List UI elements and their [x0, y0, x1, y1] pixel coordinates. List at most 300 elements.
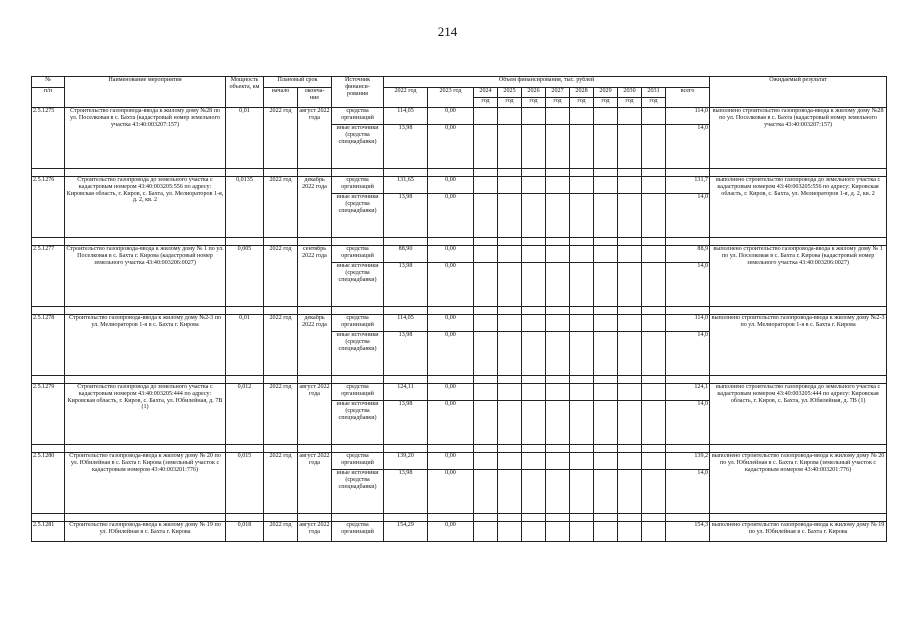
empty-cell	[546, 194, 570, 238]
row-power: 0,005	[226, 246, 264, 307]
row-value-2022: 13,98	[384, 470, 428, 514]
empty-cell	[298, 376, 332, 384]
header-god: год	[522, 98, 546, 108]
empty-cell	[226, 445, 264, 453]
row-end: сентябрь 2022 года	[298, 246, 332, 307]
empty-cell	[474, 246, 498, 263]
empty-cell	[264, 514, 298, 522]
row-value-2022: 154,29	[384, 522, 428, 542]
row-value-2023: 0,00	[428, 177, 474, 194]
empty-cell	[498, 315, 522, 332]
empty-cell	[642, 376, 666, 384]
empty-cell	[474, 169, 498, 177]
empty-cell	[498, 514, 522, 522]
empty-cell	[226, 514, 264, 522]
empty-cell	[618, 307, 642, 315]
empty-cell	[498, 307, 522, 315]
empty-cell	[498, 522, 522, 542]
empty-cell	[546, 125, 570, 169]
row-start: 2022 год	[264, 453, 298, 514]
row-value-2022: 114,05	[384, 108, 428, 125]
row-result: выполнено строительство газопровода-ввода к жилому дому № 1 по ул. Поселковая в с. Бахта г. Кирова (кадастровый номер земельного участка 43:40:003206:0027)	[710, 246, 887, 307]
empty-cell	[618, 194, 642, 238]
row-end: август 2022 года	[298, 453, 332, 514]
row-name: Строительство газопровода-ввода к жилому дому № 20 по ул. Юбилейная в с. Бахта г. Кирова (земельный участок с кадастровым номером 43:40:003201:776)	[65, 453, 226, 514]
empty-cell	[474, 445, 498, 453]
empty-cell	[522, 514, 546, 522]
empty-cell	[642, 108, 666, 125]
empty-cell	[642, 384, 666, 401]
row-value-2022: 114,05	[384, 315, 428, 332]
empty-cell	[226, 307, 264, 315]
empty-cell	[618, 376, 642, 384]
empty-cell	[522, 453, 546, 470]
empty-cell	[618, 177, 642, 194]
empty-cell	[498, 263, 522, 307]
row-source-1: средства организаций	[332, 177, 384, 194]
empty-cell	[666, 514, 710, 522]
empty-cell	[546, 401, 570, 445]
header-text: финанси-	[345, 83, 370, 90]
empty-cell	[522, 332, 546, 376]
table-row	[32, 384, 887, 401]
header-start: начало	[264, 88, 298, 108]
empty-cell	[642, 522, 666, 542]
header-year-2024: 2024	[474, 88, 498, 98]
row-start: 2022 год	[264, 315, 298, 376]
empty-cell	[594, 522, 618, 542]
empty-cell	[570, 263, 594, 307]
row-number: 2.5.1280	[32, 453, 65, 514]
empty-cell	[710, 514, 887, 522]
empty-cell	[570, 177, 594, 194]
row-start: 2022 год	[264, 108, 298, 169]
empty-cell	[594, 307, 618, 315]
empty-cell	[642, 514, 666, 522]
empty-cell	[384, 238, 428, 246]
row-number: 2.5.1277	[32, 246, 65, 307]
empty-cell	[546, 246, 570, 263]
empty-cell	[522, 522, 546, 542]
empty-cell	[332, 514, 384, 522]
empty-cell	[498, 384, 522, 401]
row-value-2023: 0,00	[428, 332, 474, 376]
row-value-2023: 0,00	[428, 384, 474, 401]
header-god: год	[546, 98, 570, 108]
empty-cell	[428, 307, 474, 315]
empty-cell	[570, 307, 594, 315]
empty-cell	[522, 194, 546, 238]
row-value-2022: 13,98	[384, 125, 428, 169]
empty-cell	[594, 514, 618, 522]
header-year-2023: 2023 год	[428, 88, 474, 108]
empty-cell	[332, 307, 384, 315]
row-source-2: иные источники (средства спецнадбавки)	[332, 470, 384, 514]
empty-cell	[522, 401, 546, 445]
empty-cell	[594, 108, 618, 125]
empty-cell	[666, 307, 710, 315]
header-result: Ожидаемый результат	[710, 77, 887, 108]
row-value-2023: 0,00	[428, 453, 474, 470]
header-row	[32, 77, 887, 88]
empty-cell	[618, 238, 642, 246]
header-text: рования	[347, 90, 368, 97]
empty-cell	[594, 177, 618, 194]
row-total: 114,0	[666, 108, 710, 125]
empty-cell	[522, 169, 546, 177]
empty-cell	[546, 514, 570, 522]
empty-cell	[546, 315, 570, 332]
row-source-2: иные источники (средства спецнадбавки)	[332, 332, 384, 376]
empty-cell	[264, 238, 298, 246]
empty-cell	[522, 238, 546, 246]
empty-cell	[618, 453, 642, 470]
empty-cell	[298, 445, 332, 453]
row-source-1: средства организаций	[332, 315, 384, 332]
empty-cell	[498, 238, 522, 246]
empty-cell	[298, 169, 332, 177]
header-volume: Объем финансирования, тыс. рублей	[384, 77, 710, 88]
empty-cell	[642, 263, 666, 307]
empty-cell	[594, 453, 618, 470]
empty-cell	[666, 376, 710, 384]
row-value-2022: 13,98	[384, 401, 428, 445]
empty-cell	[384, 169, 428, 177]
row-total: 14,0	[666, 332, 710, 376]
empty-cell	[546, 177, 570, 194]
empty-cell	[32, 238, 65, 246]
empty-cell	[498, 194, 522, 238]
row-total: 14,0	[666, 125, 710, 169]
empty-cell	[570, 384, 594, 401]
empty-cell	[642, 246, 666, 263]
row-name: Строительство газопровода до земельного участка с кадастровым номером 43:40:003205:444 по адресу: Кировская область, г. Киров, с. Бахта, ул. Юбилейная, д. 7В (1)	[65, 384, 226, 445]
financing-table	[31, 76, 887, 542]
row-value-2023: 0,00	[428, 108, 474, 125]
page-number: 214	[437, 24, 458, 39]
gap-row	[32, 169, 887, 177]
empty-cell	[32, 169, 65, 177]
empty-cell	[570, 376, 594, 384]
gap-row	[32, 445, 887, 453]
empty-cell	[546, 169, 570, 177]
empty-cell	[65, 376, 226, 384]
empty-cell	[498, 177, 522, 194]
empty-cell	[546, 384, 570, 401]
row-number: 2.5.1278	[32, 315, 65, 376]
header-god: год	[642, 98, 666, 108]
empty-cell	[522, 307, 546, 315]
empty-cell	[498, 445, 522, 453]
header-num: №	[32, 77, 65, 88]
empty-cell	[498, 401, 522, 445]
header-total: всего	[666, 88, 710, 108]
empty-cell	[618, 445, 642, 453]
empty-cell	[428, 514, 474, 522]
table-row	[32, 453, 887, 470]
empty-cell	[474, 376, 498, 384]
row-number: 2.5.1279	[32, 384, 65, 445]
row-total: 14,0	[666, 194, 710, 238]
row-source-2: иные источники (средства спецнадбавки)	[332, 263, 384, 307]
empty-cell	[570, 315, 594, 332]
empty-cell	[226, 376, 264, 384]
row-total: 14,0	[666, 470, 710, 514]
empty-cell	[570, 246, 594, 263]
row-value-2022: 88,90	[384, 246, 428, 263]
empty-cell	[642, 453, 666, 470]
empty-cell	[474, 522, 498, 542]
empty-cell	[666, 238, 710, 246]
row-value-2022: 13,98	[384, 332, 428, 376]
header-source	[332, 77, 384, 108]
row-power: 0,012	[226, 384, 264, 445]
empty-cell	[618, 401, 642, 445]
row-value-2022: 13,98	[384, 263, 428, 307]
empty-cell	[498, 376, 522, 384]
row-name: Строительство газопровода-ввода к жилому дому № 19 по ул. Юбилейная в с. Бахта г. Кирова	[65, 522, 226, 542]
header-god: год	[474, 98, 498, 108]
empty-cell	[226, 238, 264, 246]
header-end	[298, 88, 332, 108]
empty-cell	[264, 307, 298, 315]
row-power: 0,018	[226, 522, 264, 542]
empty-cell	[65, 307, 226, 315]
empty-cell	[546, 332, 570, 376]
header-text: оконча-	[304, 88, 325, 94]
empty-cell	[594, 376, 618, 384]
empty-cell	[546, 376, 570, 384]
empty-cell	[474, 177, 498, 194]
empty-cell	[570, 522, 594, 542]
empty-cell	[710, 169, 887, 177]
empty-cell	[522, 470, 546, 514]
table-row	[32, 315, 887, 332]
row-start: 2022 год	[264, 177, 298, 238]
empty-cell	[546, 470, 570, 514]
empty-cell	[570, 238, 594, 246]
row-source-1: средства организаций	[332, 246, 384, 263]
empty-cell	[642, 194, 666, 238]
empty-cell	[570, 514, 594, 522]
empty-cell	[474, 238, 498, 246]
empty-cell	[332, 238, 384, 246]
row-end: декабрь 2022 года	[298, 177, 332, 238]
empty-cell	[498, 470, 522, 514]
row-total: 88,9	[666, 246, 710, 263]
empty-cell	[384, 376, 428, 384]
gap-row	[32, 307, 887, 315]
empty-cell	[474, 453, 498, 470]
header-text: Мощность	[230, 77, 259, 83]
row-start: 2022 год	[264, 384, 298, 445]
empty-cell	[474, 332, 498, 376]
gap-row	[32, 376, 887, 384]
empty-cell	[474, 263, 498, 307]
empty-cell	[710, 445, 887, 453]
empty-cell	[498, 108, 522, 125]
empty-cell	[594, 401, 618, 445]
row-total: 14,0	[666, 263, 710, 307]
row-value-2023: 0,00	[428, 470, 474, 514]
row-power: 0,01	[226, 315, 264, 376]
empty-cell	[642, 125, 666, 169]
empty-cell	[618, 108, 642, 125]
empty-cell	[498, 246, 522, 263]
empty-cell	[618, 522, 642, 542]
empty-cell	[546, 238, 570, 246]
gap-row	[32, 238, 887, 246]
row-number: 2.5.1275	[32, 108, 65, 169]
empty-cell	[428, 238, 474, 246]
empty-cell	[546, 307, 570, 315]
empty-cell	[546, 263, 570, 307]
row-name: Строительство газопровода-ввода к жилому дому № 1 по ул. Поселковая в с. Бахта г. Кирова (кадастровый номер земельного участка 43:40:003206:0027)	[65, 246, 226, 307]
empty-cell	[642, 470, 666, 514]
empty-cell	[474, 125, 498, 169]
empty-cell	[522, 263, 546, 307]
row-number: 2.5.1281	[32, 522, 65, 542]
row-end: август 2022 года	[298, 522, 332, 542]
empty-cell	[332, 445, 384, 453]
empty-cell	[642, 315, 666, 332]
row-value-2023: 0,00	[428, 522, 474, 542]
empty-cell	[594, 246, 618, 263]
row-result: выполнено строительство газопровода до земельного участка с кадастровым номером 43:40:003205:444 по адресу: Кировская область, г. Киров, с. Бахта, ул. Юбилейная, д. 7В (1)	[710, 384, 887, 445]
row-name: Строительство газопровода-ввода к жилому дому №2-3 по ул. Мелиораторов 1-я в с. Бахта г. Кирова	[65, 315, 226, 376]
empty-cell	[65, 514, 226, 522]
header-text: объекта, км	[229, 83, 260, 90]
empty-cell	[642, 445, 666, 453]
row-name: Строительство газопровода до земельного участка с кадастровым номером 43:40:003205:556 по адресу: Кировская область, г. Киров, с. Бахта, ул. Мелиораторов 1-я, д. 2, кв. 2	[65, 177, 226, 238]
row-start: 2022 год	[264, 246, 298, 307]
empty-cell	[522, 125, 546, 169]
empty-cell	[642, 238, 666, 246]
row-total: 139,2	[666, 453, 710, 470]
row-result: выполнено строительство газопровода до земельного участка с кадастровым номером 43:40:003205:556 по адресу: Кировская область, г. Киров, с. Бахта, ул. Мелиораторов 1-я, д. 2, кв. 2	[710, 177, 887, 238]
empty-cell	[474, 384, 498, 401]
empty-cell	[522, 108, 546, 125]
table-row	[32, 177, 887, 194]
empty-cell	[594, 445, 618, 453]
empty-cell	[570, 169, 594, 177]
header-text: ние	[309, 94, 320, 101]
empty-cell	[618, 315, 642, 332]
table-row	[32, 246, 887, 263]
empty-cell	[474, 307, 498, 315]
empty-cell	[546, 445, 570, 453]
empty-cell	[474, 315, 498, 332]
empty-cell	[474, 108, 498, 125]
empty-cell	[546, 453, 570, 470]
row-value-2022: 13,98	[384, 194, 428, 238]
empty-cell	[594, 194, 618, 238]
table-row	[32, 522, 887, 542]
gap-row	[32, 514, 887, 522]
empty-cell	[498, 453, 522, 470]
empty-cell	[32, 445, 65, 453]
empty-cell	[570, 445, 594, 453]
row-value-2022: 139,20	[384, 453, 428, 470]
header-year-2028: 2028	[570, 88, 594, 98]
header-year-2027: 2027	[546, 88, 570, 98]
empty-cell	[594, 125, 618, 169]
row-total: 124,1	[666, 384, 710, 401]
empty-cell	[428, 376, 474, 384]
row-source-2: иные источники (средства спецнадбавки)	[332, 194, 384, 238]
empty-cell	[384, 307, 428, 315]
empty-cell	[666, 445, 710, 453]
header-year-2030: 2030	[618, 88, 642, 98]
empty-cell	[428, 169, 474, 177]
empty-cell	[298, 307, 332, 315]
empty-cell	[474, 194, 498, 238]
row-result: выполнено строительство газопровода-ввода к жилому дому № 19 по ул. Юбилейная в с. Бахта г. Кирова	[710, 522, 887, 542]
empty-cell	[522, 177, 546, 194]
header-name: Наименование мероприятия	[65, 77, 226, 108]
empty-cell	[642, 307, 666, 315]
header-year-2031: 2031	[642, 88, 666, 98]
empty-cell	[332, 169, 384, 177]
empty-cell	[384, 445, 428, 453]
row-result: выполнено строительство газопровода-ввода к жилому дому №2-3 по ул. Мелиораторов 1-я в с. Бахта г. Кирова	[710, 315, 887, 376]
empty-cell	[226, 169, 264, 177]
header-god: год	[498, 98, 522, 108]
empty-cell	[618, 263, 642, 307]
row-value-2023: 0,00	[428, 315, 474, 332]
empty-cell	[32, 514, 65, 522]
empty-cell	[710, 376, 887, 384]
row-number: 2.5.1276	[32, 177, 65, 238]
empty-cell	[618, 384, 642, 401]
header-god: год	[570, 98, 594, 108]
empty-cell	[32, 307, 65, 315]
empty-cell	[522, 384, 546, 401]
empty-cell	[570, 453, 594, 470]
empty-cell	[618, 125, 642, 169]
empty-cell	[618, 169, 642, 177]
empty-cell	[618, 332, 642, 376]
empty-cell	[570, 470, 594, 514]
row-power: 0,015	[226, 453, 264, 514]
empty-cell	[298, 514, 332, 522]
empty-cell	[498, 332, 522, 376]
header-year-2022: 2022 год	[384, 88, 428, 108]
header-num2: п/п	[32, 88, 65, 108]
row-start: 2022 год	[264, 522, 298, 542]
header-plan: Плановый срок	[264, 77, 332, 88]
empty-cell	[498, 125, 522, 169]
row-source-1: средства организаций	[332, 522, 384, 542]
empty-cell	[570, 194, 594, 238]
table-row	[32, 108, 887, 125]
header-year-2025: 2025	[498, 88, 522, 98]
empty-cell	[618, 470, 642, 514]
header-god: год	[618, 98, 642, 108]
empty-cell	[298, 238, 332, 246]
row-source-1: средства организаций	[332, 453, 384, 470]
empty-cell	[618, 246, 642, 263]
empty-cell	[594, 315, 618, 332]
empty-cell	[594, 238, 618, 246]
empty-cell	[522, 246, 546, 263]
empty-cell	[264, 376, 298, 384]
empty-cell	[522, 315, 546, 332]
empty-cell	[594, 263, 618, 307]
empty-cell	[570, 125, 594, 169]
row-total: 154,3	[666, 522, 710, 542]
row-total: 14,0	[666, 401, 710, 445]
